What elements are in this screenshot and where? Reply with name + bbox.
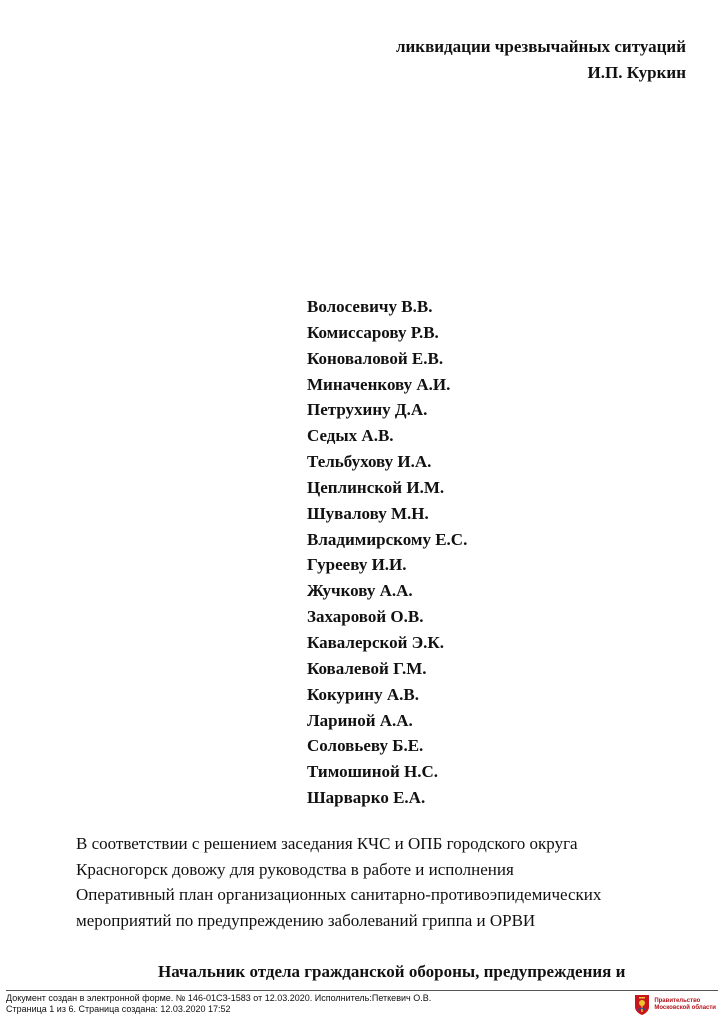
body-line: мероприятий по предупреждению заболеваний гриппа и ОРВИ	[76, 910, 536, 930]
government-logo	[634, 994, 716, 1016]
body-line: Оперативный план организационных санитарно-противоэпидемических	[76, 885, 602, 904]
body-line: В соответствии с решением заседания КЧС и ОПБ городского округа	[76, 834, 578, 853]
moscow-region-emblem-icon	[634, 994, 650, 1016]
addressee-item: Шувалову М.Н.	[307, 503, 429, 523]
header-position-line: ликвидации чрезвычайных ситуаций	[395, 37, 686, 56]
footer-divider	[6, 990, 718, 991]
header-block	[396, 34, 686, 86]
addressee-item: Соловьеву Б.Е.	[307, 736, 424, 756]
addressee-item: Седых А.В.	[307, 426, 394, 446]
addressee-item: Миначенкову А.И.	[307, 374, 451, 394]
addressee-item: Кокурину А.В.	[307, 684, 419, 704]
document-footer	[6, 993, 431, 1015]
addressee-item: Кавалерской Э.К.	[307, 632, 444, 652]
addressee-list	[307, 294, 467, 811]
addressee-item: Захаровой О.В.	[307, 607, 424, 627]
addressee-item: Гурееву И.И.	[307, 555, 407, 575]
body-paragraph	[76, 831, 696, 933]
footer-page-info: Страница 1 из 6. Страница создана: 12.03.2020 17:52	[6, 1004, 231, 1014]
government-logo-label	[654, 998, 716, 1012]
header-signatory-name: И.П. Куркин	[587, 63, 686, 82]
addressee-item: Лариной А.А.	[307, 710, 413, 730]
addressee-item: Владимирскому Е.С.	[307, 529, 468, 549]
addressee-item: Цеплинской И.М.	[307, 477, 445, 497]
addressee-item: Комиссарову Р.В.	[307, 322, 439, 342]
signature-position-title: Начальник отдела гражданской обороны, предупреждения и	[158, 962, 626, 981]
addressee-item: Коноваловой Е.В.	[307, 348, 444, 368]
addressee-item: Шарварко Е.А.	[307, 788, 426, 808]
addressee-item: Волосевичу В.В.	[307, 297, 433, 316]
footer-document-info: Документ создан в электронной форме. № 146-01СЗ-1583 от 12.03.2020. Исполнитель:Петкевич О.В.	[6, 993, 432, 1003]
addressee-item: Жучкову А.А.	[307, 581, 413, 601]
logo-text-line: Правительство	[654, 998, 701, 1004]
addressee-item: Тельбухову И.А.	[307, 452, 432, 472]
addressee-item: Ковалевой Г.М.	[307, 658, 427, 678]
logo-text-line: Московской области	[654, 1005, 716, 1011]
addressee-item: Петрухину Д.А.	[307, 400, 428, 420]
addressee-item: Тимошиной Н.С.	[307, 762, 439, 782]
body-line: Красногорск довожу для руководства в работе и исполнения	[76, 859, 514, 879]
